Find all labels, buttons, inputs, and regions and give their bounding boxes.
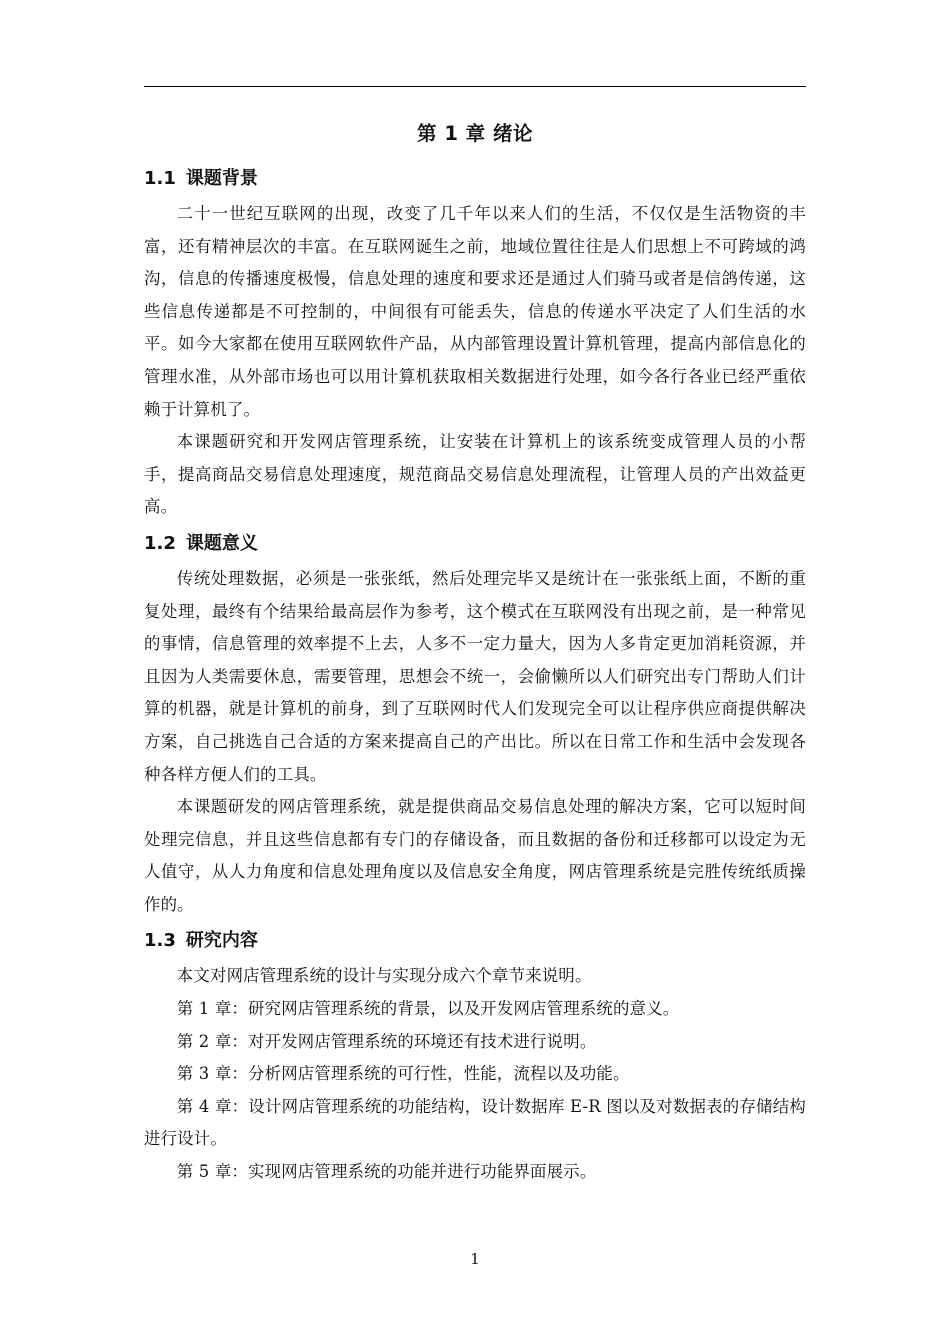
section-heading-1-2 bbox=[144, 529, 806, 559]
paragraph: 本课题研究和开发网店管理系统，让安装在计算机上的该系统变成管理人员的小帮手，提高商品交易信息处理速度，规范商品交易信息处理流程，让管理人员的产出效益更高。 bbox=[144, 432, 806, 517]
section-heading-1-1 bbox=[144, 164, 806, 194]
page-number: 1 bbox=[470, 1250, 480, 1268]
paragraph: 本文对网店管理系统的设计与实现分成六个章节来说明。 bbox=[176, 966, 592, 986]
section-number: 1.1 bbox=[144, 168, 176, 189]
chapter-outline-item: 第 4 章：设计网店管理系统的功能结构，设计数据库 E-R 图以及对数据表的存储结构进行设计。 bbox=[144, 1096, 806, 1149]
section-number: 1.2 bbox=[144, 532, 176, 554]
chapter-outline-item: 第 5 章：实现网店管理系统的功能并进行功能界面展示。 bbox=[176, 1162, 597, 1182]
paragraph: 本课题研发的网店管理系统，就是提供商品交易信息处理的解决方案，它可以短时间处理完信息，并且这些信息都有专门的存储设备，而且数据的备份和迁移都可以设定为无人值守，从人力角度和信息处理角度以及信息安全角度，网店管理系统是完胜传统纸质操作的。 bbox=[144, 797, 806, 914]
section-heading-1-3 bbox=[144, 926, 806, 956]
section-title: 课题背景 bbox=[185, 168, 258, 189]
paragraph: 二十一世纪互联网的出现，改变了几千年以来人们的生活，不仅仅是生活物资的丰富，还有精神层次的丰富。在互联网诞生之前，地域位置往往是人们思想上不可跨域的鸿沟，信息的传播速度极慢，信息处理的速度和要求还是通过人们骑马或者是信鸽传递，这些信息传递都是不可控制的，中间很有可能丢失，信息的传递水平决定了人们生活的水平。如今大家都在使用互联网软件产品，从内部管理设置计算机管理，提高内部信息化的管理水准，从外部市场也可以用计算机获取相关数据进行处理，如今各行各业已经严重依赖于计算机了。 bbox=[144, 204, 806, 419]
section-number: 1.3 bbox=[144, 930, 176, 952]
chapter-outline-item: 第 3 章：分析网店管理系统的可行性，性能，流程以及功能。 bbox=[176, 1064, 630, 1084]
header-rule bbox=[144, 86, 806, 87]
chapter-outline-item: 第 1 章：研究网店管理系统的背景，以及开发网店管理系统的意义。 bbox=[176, 999, 680, 1019]
document-body bbox=[144, 118, 806, 1189]
paragraph: 传统处理数据，必须是一张张纸，然后处理完毕又是统计在一张张纸上面，不断的重复处理，最终有个结果给最高层作为参考，这个模式在互联网没有出现之前，是一种常见的事情，信息管理的效率提不上去，人多不一定力量大，因为人多肯定更加消耗资源，并且因为人类需要休息，需要管理，思想会不统一，会偷懒所以人们研究出专门帮助人们计算的机器，就是计算机的前身，到了互联网时代人们发现完全可以让程序供应商提供解决方案，自己挑选自己合适的方案来提高自己的产出比。所以在日常工作和生活中会发现各种各样方便人们的工具。 bbox=[144, 568, 806, 784]
section-title: 课题意义 bbox=[185, 532, 258, 554]
section-title: 研究内容 bbox=[185, 930, 258, 952]
chapter-title: 第 1 章 绪论 bbox=[417, 122, 533, 145]
chapter-outline-item: 第 2 章：对开发网店管理系统的环境还有技术进行说明。 bbox=[176, 1031, 597, 1051]
